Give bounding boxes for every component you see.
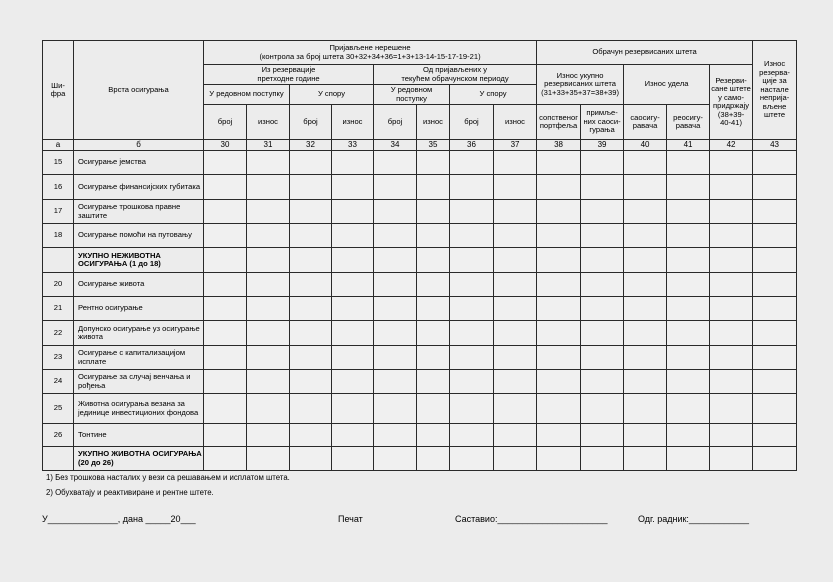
row-insurance-type: Тонтине — [74, 424, 204, 447]
table-row — [43, 175, 797, 200]
data-entry-cell[interactable] — [581, 424, 624, 447]
table-row — [43, 424, 797, 447]
data-entry-cell[interactable] — [417, 175, 450, 200]
data-entry-cell[interactable] — [204, 424, 247, 447]
data-entry-cell[interactable] — [537, 447, 581, 471]
column-index: 41 — [667, 140, 710, 151]
data-entry-cell[interactable] — [581, 224, 624, 248]
data-entry-cell[interactable] — [710, 273, 753, 297]
data-entry-cell[interactable] — [204, 370, 247, 394]
data-entry-cell[interactable] — [450, 248, 494, 273]
row-code: 23 — [43, 346, 74, 370]
data-entry-cell[interactable] — [710, 297, 753, 321]
col-header-broj: број — [290, 105, 332, 140]
data-entry-cell[interactable] — [417, 297, 450, 321]
column-index-row — [43, 140, 797, 151]
data-entry-cell[interactable] — [624, 394, 667, 424]
data-entry-cell[interactable] — [332, 394, 374, 424]
column-index: б — [74, 140, 204, 151]
data-entry-cell[interactable] — [753, 224, 797, 248]
data-entry-cell[interactable] — [290, 273, 332, 297]
data-entry-cell[interactable] — [494, 394, 537, 424]
col-header-od-prij: Од пријављених у текућем обрачунском периоду — [374, 65, 537, 85]
data-entry-cell[interactable] — [753, 151, 797, 175]
col-header-iznos-udela: Износ удела — [624, 65, 710, 105]
data-entry-cell[interactable] — [710, 175, 753, 200]
col-header-vrsta: Врста осигурања — [74, 41, 204, 140]
data-entry-cell[interactable] — [374, 273, 417, 297]
col-header-iznos: износ — [247, 105, 290, 140]
data-entry-cell[interactable] — [204, 346, 247, 370]
data-entry-cell[interactable] — [332, 273, 374, 297]
column-index: а — [43, 140, 74, 151]
data-entry-cell[interactable] — [537, 175, 581, 200]
data-entry-cell[interactable] — [332, 175, 374, 200]
row-insurance-type: Рентно осигурање — [74, 297, 204, 321]
row-insurance-type: Осигурање с капитализацијом исплате — [74, 346, 204, 370]
data-entry-cell[interactable] — [204, 175, 247, 200]
column-index: 37 — [494, 140, 537, 151]
data-entry-cell[interactable] — [374, 370, 417, 394]
data-entry-cell[interactable] — [290, 175, 332, 200]
data-entry-cell[interactable] — [710, 151, 753, 175]
data-entry-cell[interactable] — [247, 424, 290, 447]
data-entry-cell[interactable] — [753, 424, 797, 447]
data-entry-cell[interactable] — [332, 200, 374, 224]
col-header-iznos: износ — [332, 105, 374, 140]
place-date-line: У______________, дана _____20___ — [42, 514, 196, 524]
data-entry-cell[interactable] — [753, 370, 797, 394]
data-entry-cell[interactable] — [667, 346, 710, 370]
claims-reserve-table — [42, 40, 797, 471]
data-entry-cell[interactable] — [374, 248, 417, 273]
stamp-label: Печат — [338, 514, 363, 524]
data-entry-cell[interactable] — [624, 151, 667, 175]
data-entry-cell[interactable] — [290, 346, 332, 370]
data-entry-cell[interactable] — [374, 424, 417, 447]
row-insurance-type: Допунско осигурање уз осигурање живота — [74, 321, 204, 346]
data-entry-cell[interactable] — [417, 424, 450, 447]
data-entry-cell[interactable] — [667, 321, 710, 346]
table-row — [43, 224, 797, 248]
compiled-by-line: Саставио:______________________ — [455, 514, 608, 524]
data-entry-cell[interactable] — [450, 151, 494, 175]
data-entry-cell[interactable] — [753, 447, 797, 471]
column-index: 30 — [204, 140, 247, 151]
data-entry-cell[interactable] — [204, 224, 247, 248]
column-index: 31 — [247, 140, 290, 151]
table-row — [43, 321, 797, 346]
data-entry-cell[interactable] — [204, 248, 247, 273]
data-entry-cell[interactable] — [667, 370, 710, 394]
data-entry-cell[interactable] — [537, 200, 581, 224]
col-header-primljenih: примље- них саоси- гурања — [581, 105, 624, 140]
data-entry-cell[interactable] — [494, 370, 537, 394]
data-entry-cell[interactable] — [374, 151, 417, 175]
col-header-iznos: износ — [417, 105, 450, 140]
column-index: 36 — [450, 140, 494, 151]
col-header-saosig: саосигу- равача — [624, 105, 667, 140]
data-entry-cell[interactable] — [450, 370, 494, 394]
row-code — [43, 248, 74, 273]
row-insurance-type: УКУПНО ЖИВОТНА ОСИГУРАЊА (20 до 26) — [74, 447, 204, 471]
footnote-2: 2) Обухватају и реактивиране и рентне штете. — [46, 488, 214, 497]
data-entry-cell[interactable] — [247, 346, 290, 370]
data-entry-cell[interactable] — [624, 447, 667, 471]
data-entry-cell[interactable] — [450, 321, 494, 346]
data-entry-cell[interactable] — [204, 447, 247, 471]
data-entry-cell[interactable] — [710, 224, 753, 248]
col-header-obracun: Обрачун резервисаних штета — [537, 41, 753, 65]
column-index: 39 — [581, 140, 624, 151]
responsible-officer-line: Одг. радник:____________ — [638, 514, 750, 524]
data-entry-cell[interactable] — [374, 346, 417, 370]
data-entry-cell[interactable] — [290, 248, 332, 273]
row-code: 25 — [43, 394, 74, 424]
data-entry-cell[interactable] — [247, 224, 290, 248]
row-code: 16 — [43, 175, 74, 200]
row-code: 18 — [43, 224, 74, 248]
data-entry-cell[interactable] — [624, 200, 667, 224]
data-entry-cell[interactable] — [450, 175, 494, 200]
data-entry-cell[interactable] — [753, 394, 797, 424]
data-entry-cell[interactable] — [667, 297, 710, 321]
data-entry-cell[interactable] — [417, 273, 450, 297]
data-entry-cell[interactable] — [624, 273, 667, 297]
data-entry-cell[interactable] — [332, 447, 374, 471]
data-entry-cell[interactable] — [667, 200, 710, 224]
column-index: 33 — [332, 140, 374, 151]
data-entry-cell[interactable] — [581, 175, 624, 200]
data-entry-cell[interactable] — [374, 224, 417, 248]
data-entry-cell[interactable] — [710, 447, 753, 471]
data-entry-cell[interactable] — [417, 346, 450, 370]
data-entry-cell[interactable] — [710, 346, 753, 370]
col-header-rez-samo: Резерви- сане штете у само- придржају (38+39- 40-41) — [710, 65, 753, 140]
data-entry-cell[interactable] — [537, 370, 581, 394]
data-entry-cell[interactable] — [537, 321, 581, 346]
data-entry-cell[interactable] — [332, 297, 374, 321]
data-entry-cell[interactable] — [537, 297, 581, 321]
data-entry-cell[interactable] — [332, 346, 374, 370]
col-header-broj: број — [374, 105, 417, 140]
data-entry-cell[interactable] — [624, 175, 667, 200]
data-entry-cell[interactable] — [290, 200, 332, 224]
data-entry-cell[interactable] — [204, 321, 247, 346]
data-entry-cell[interactable] — [332, 248, 374, 273]
data-entry-cell[interactable] — [667, 273, 710, 297]
data-entry-cell[interactable] — [624, 248, 667, 273]
data-entry-cell[interactable] — [417, 224, 450, 248]
col-header-u-redovnom: У редовном поступку — [204, 85, 290, 105]
data-entry-cell[interactable] — [417, 447, 450, 471]
data-entry-cell[interactable] — [290, 447, 332, 471]
col-header-broj: број — [204, 105, 247, 140]
data-entry-cell[interactable] — [537, 273, 581, 297]
data-entry-cell[interactable] — [581, 447, 624, 471]
data-entry-cell[interactable] — [290, 321, 332, 346]
col-header-iz-rez: Из резервације претходне године — [204, 65, 374, 85]
data-entry-cell[interactable] — [290, 151, 332, 175]
data-entry-cell[interactable] — [204, 151, 247, 175]
data-entry-cell[interactable] — [450, 273, 494, 297]
table-row — [43, 248, 797, 273]
data-entry-cell[interactable] — [204, 273, 247, 297]
data-entry-cell[interactable] — [710, 394, 753, 424]
column-index: 40 — [624, 140, 667, 151]
row-code: 15 — [43, 151, 74, 175]
data-entry-cell[interactable] — [753, 297, 797, 321]
data-entry-cell[interactable] — [417, 200, 450, 224]
col-header-u-sporu-2: У спору — [450, 85, 537, 105]
col-header-iznos-rez: Износ резерва- ције за настале неприја- вљене штете — [753, 41, 797, 140]
data-entry-cell[interactable] — [537, 424, 581, 447]
data-entry-cell[interactable] — [667, 424, 710, 447]
row-insurance-type: Осигурање живота — [74, 273, 204, 297]
data-entry-cell[interactable] — [332, 370, 374, 394]
data-entry-cell[interactable] — [247, 394, 290, 424]
table-row — [43, 370, 797, 394]
data-entry-cell[interactable] — [581, 370, 624, 394]
data-entry-cell[interactable] — [247, 200, 290, 224]
table-row — [43, 273, 797, 297]
data-entry-cell[interactable] — [624, 224, 667, 248]
data-entry-cell[interactable] — [494, 297, 537, 321]
col-header-reosig: реосигу- равача — [667, 105, 710, 140]
row-insurance-type: УКУПНО НЕЖИВОТНА ОСИГУРАЊА (1 до 18) — [74, 248, 204, 273]
data-entry-cell[interactable] — [581, 273, 624, 297]
data-entry-cell[interactable] — [417, 248, 450, 273]
data-entry-cell[interactable] — [581, 394, 624, 424]
column-index: 43 — [753, 140, 797, 151]
data-entry-cell[interactable] — [753, 200, 797, 224]
data-entry-cell[interactable] — [710, 424, 753, 447]
data-entry-cell[interactable] — [494, 248, 537, 273]
data-entry-cell[interactable] — [374, 175, 417, 200]
data-entry-cell[interactable] — [710, 321, 753, 346]
data-entry-cell[interactable] — [581, 297, 624, 321]
data-entry-cell[interactable] — [624, 424, 667, 447]
data-entry-cell[interactable] — [332, 224, 374, 248]
table-row — [43, 346, 797, 370]
data-entry-cell[interactable] — [247, 370, 290, 394]
data-entry-cell[interactable] — [667, 151, 710, 175]
data-entry-cell[interactable] — [374, 200, 417, 224]
data-entry-cell[interactable] — [494, 175, 537, 200]
data-entry-cell[interactable] — [247, 248, 290, 273]
row-insurance-type: Осигурање помоћи на путовању — [74, 224, 204, 248]
data-entry-cell[interactable] — [581, 151, 624, 175]
data-entry-cell[interactable] — [450, 346, 494, 370]
data-entry-cell[interactable] — [624, 346, 667, 370]
row-code: 22 — [43, 321, 74, 346]
data-entry-cell[interactable] — [753, 248, 797, 273]
data-entry-cell[interactable] — [247, 321, 290, 346]
col-header-prijavljene: Пријављене нерешене (контрола за број штета 30+32+34+36=1+3+13-14-15-17-19-21) — [204, 41, 537, 65]
data-entry-cell[interactable] — [494, 200, 537, 224]
row-insurance-type: Животна осигурања везана за јединице инвестиционих фондова — [74, 394, 204, 424]
row-code: 17 — [43, 200, 74, 224]
data-entry-cell[interactable] — [290, 370, 332, 394]
col-header-u-sporu: У спору — [290, 85, 374, 105]
row-code: 20 — [43, 273, 74, 297]
data-entry-cell[interactable] — [332, 151, 374, 175]
data-entry-cell[interactable] — [204, 394, 247, 424]
data-entry-cell[interactable] — [204, 200, 247, 224]
data-entry-cell[interactable] — [753, 346, 797, 370]
data-entry-cell[interactable] — [374, 297, 417, 321]
data-entry-cell[interactable] — [753, 321, 797, 346]
col-header-sifra: Ши- фра — [43, 41, 74, 140]
table-row — [43, 394, 797, 424]
data-entry-cell[interactable] — [624, 297, 667, 321]
data-entry-cell[interactable] — [417, 394, 450, 424]
data-entry-cell[interactable] — [374, 394, 417, 424]
column-index: 32 — [290, 140, 332, 151]
column-index: 42 — [710, 140, 753, 151]
row-code: 21 — [43, 297, 74, 321]
data-entry-cell[interactable] — [494, 424, 537, 447]
data-entry-cell[interactable] — [374, 321, 417, 346]
column-index: 35 — [417, 140, 450, 151]
row-insurance-type: Осигурање трошкова правне заштите — [74, 200, 204, 224]
data-entry-cell[interactable] — [537, 346, 581, 370]
data-entry-cell[interactable] — [290, 424, 332, 447]
row-insurance-type: Осигурање за случај венчања и рођења — [74, 370, 204, 394]
data-entry-cell[interactable] — [247, 151, 290, 175]
data-entry-cell[interactable] — [494, 151, 537, 175]
data-entry-cell[interactable] — [581, 200, 624, 224]
data-entry-cell[interactable] — [450, 424, 494, 447]
data-entry-cell[interactable] — [667, 248, 710, 273]
data-entry-cell[interactable] — [247, 297, 290, 321]
data-entry-cell[interactable] — [494, 447, 537, 471]
data-entry-cell[interactable] — [374, 447, 417, 471]
data-entry-cell[interactable] — [450, 200, 494, 224]
data-entry-cell[interactable] — [332, 424, 374, 447]
data-entry-cell[interactable] — [290, 224, 332, 248]
data-entry-cell[interactable] — [417, 151, 450, 175]
table-row — [43, 447, 797, 471]
data-entry-cell[interactable] — [624, 370, 667, 394]
row-code: 24 — [43, 370, 74, 394]
data-entry-cell[interactable] — [667, 224, 710, 248]
data-entry-cell[interactable] — [537, 224, 581, 248]
data-entry-cell[interactable] — [710, 200, 753, 224]
data-entry-cell[interactable] — [753, 273, 797, 297]
data-entry-cell[interactable] — [494, 224, 537, 248]
data-entry-cell[interactable] — [537, 248, 581, 273]
data-entry-cell[interactable] — [581, 248, 624, 273]
data-entry-cell[interactable] — [332, 321, 374, 346]
data-entry-cell[interactable] — [450, 224, 494, 248]
data-entry-cell[interactable] — [247, 447, 290, 471]
col-header-u-redovnom-2: У редовном поступку — [374, 85, 450, 105]
footnote-1: 1) Без трошкова насталих у вези са решавањем и исплатом штета. — [46, 473, 290, 482]
data-entry-cell[interactable] — [204, 297, 247, 321]
data-entry-cell[interactable] — [450, 297, 494, 321]
column-index: 38 — [537, 140, 581, 151]
col-header-sopstvenog: сопственог портфеља — [537, 105, 581, 140]
data-entry-cell[interactable] — [537, 151, 581, 175]
data-entry-cell[interactable] — [417, 370, 450, 394]
data-entry-cell[interactable] — [494, 346, 537, 370]
data-entry-cell[interactable] — [710, 370, 753, 394]
data-entry-cell[interactable] — [537, 394, 581, 424]
data-entry-cell[interactable] — [290, 394, 332, 424]
col-header-broj: број — [450, 105, 494, 140]
data-entry-cell[interactable] — [247, 175, 290, 200]
data-entry-cell[interactable] — [290, 297, 332, 321]
data-entry-cell[interactable] — [753, 175, 797, 200]
data-entry-cell[interactable] — [494, 273, 537, 297]
data-entry-cell[interactable] — [581, 346, 624, 370]
col-header-iznos-ukupno: Износ укупно резервисаних штета (31+33+35+37=38+39) — [537, 65, 624, 105]
table-row — [43, 151, 797, 175]
row-code — [43, 447, 74, 471]
data-entry-cell[interactable] — [494, 321, 537, 346]
table-row — [43, 200, 797, 224]
data-entry-cell[interactable] — [247, 273, 290, 297]
column-index: 34 — [374, 140, 417, 151]
table-row — [43, 297, 797, 321]
data-entry-cell[interactable] — [667, 447, 710, 471]
col-header-iznos: износ — [494, 105, 537, 140]
row-code: 26 — [43, 424, 74, 447]
data-entry-cell[interactable] — [450, 447, 494, 471]
data-entry-cell[interactable] — [450, 394, 494, 424]
data-entry-cell[interactable] — [581, 321, 624, 346]
data-entry-cell[interactable] — [624, 321, 667, 346]
data-entry-cell[interactable] — [710, 248, 753, 273]
data-entry-cell[interactable] — [667, 175, 710, 200]
data-entry-cell[interactable] — [667, 394, 710, 424]
row-insurance-type: Осигурање финансијских губитака — [74, 175, 204, 200]
data-entry-cell[interactable] — [417, 321, 450, 346]
row-insurance-type: Осигурање јемства — [74, 151, 204, 175]
